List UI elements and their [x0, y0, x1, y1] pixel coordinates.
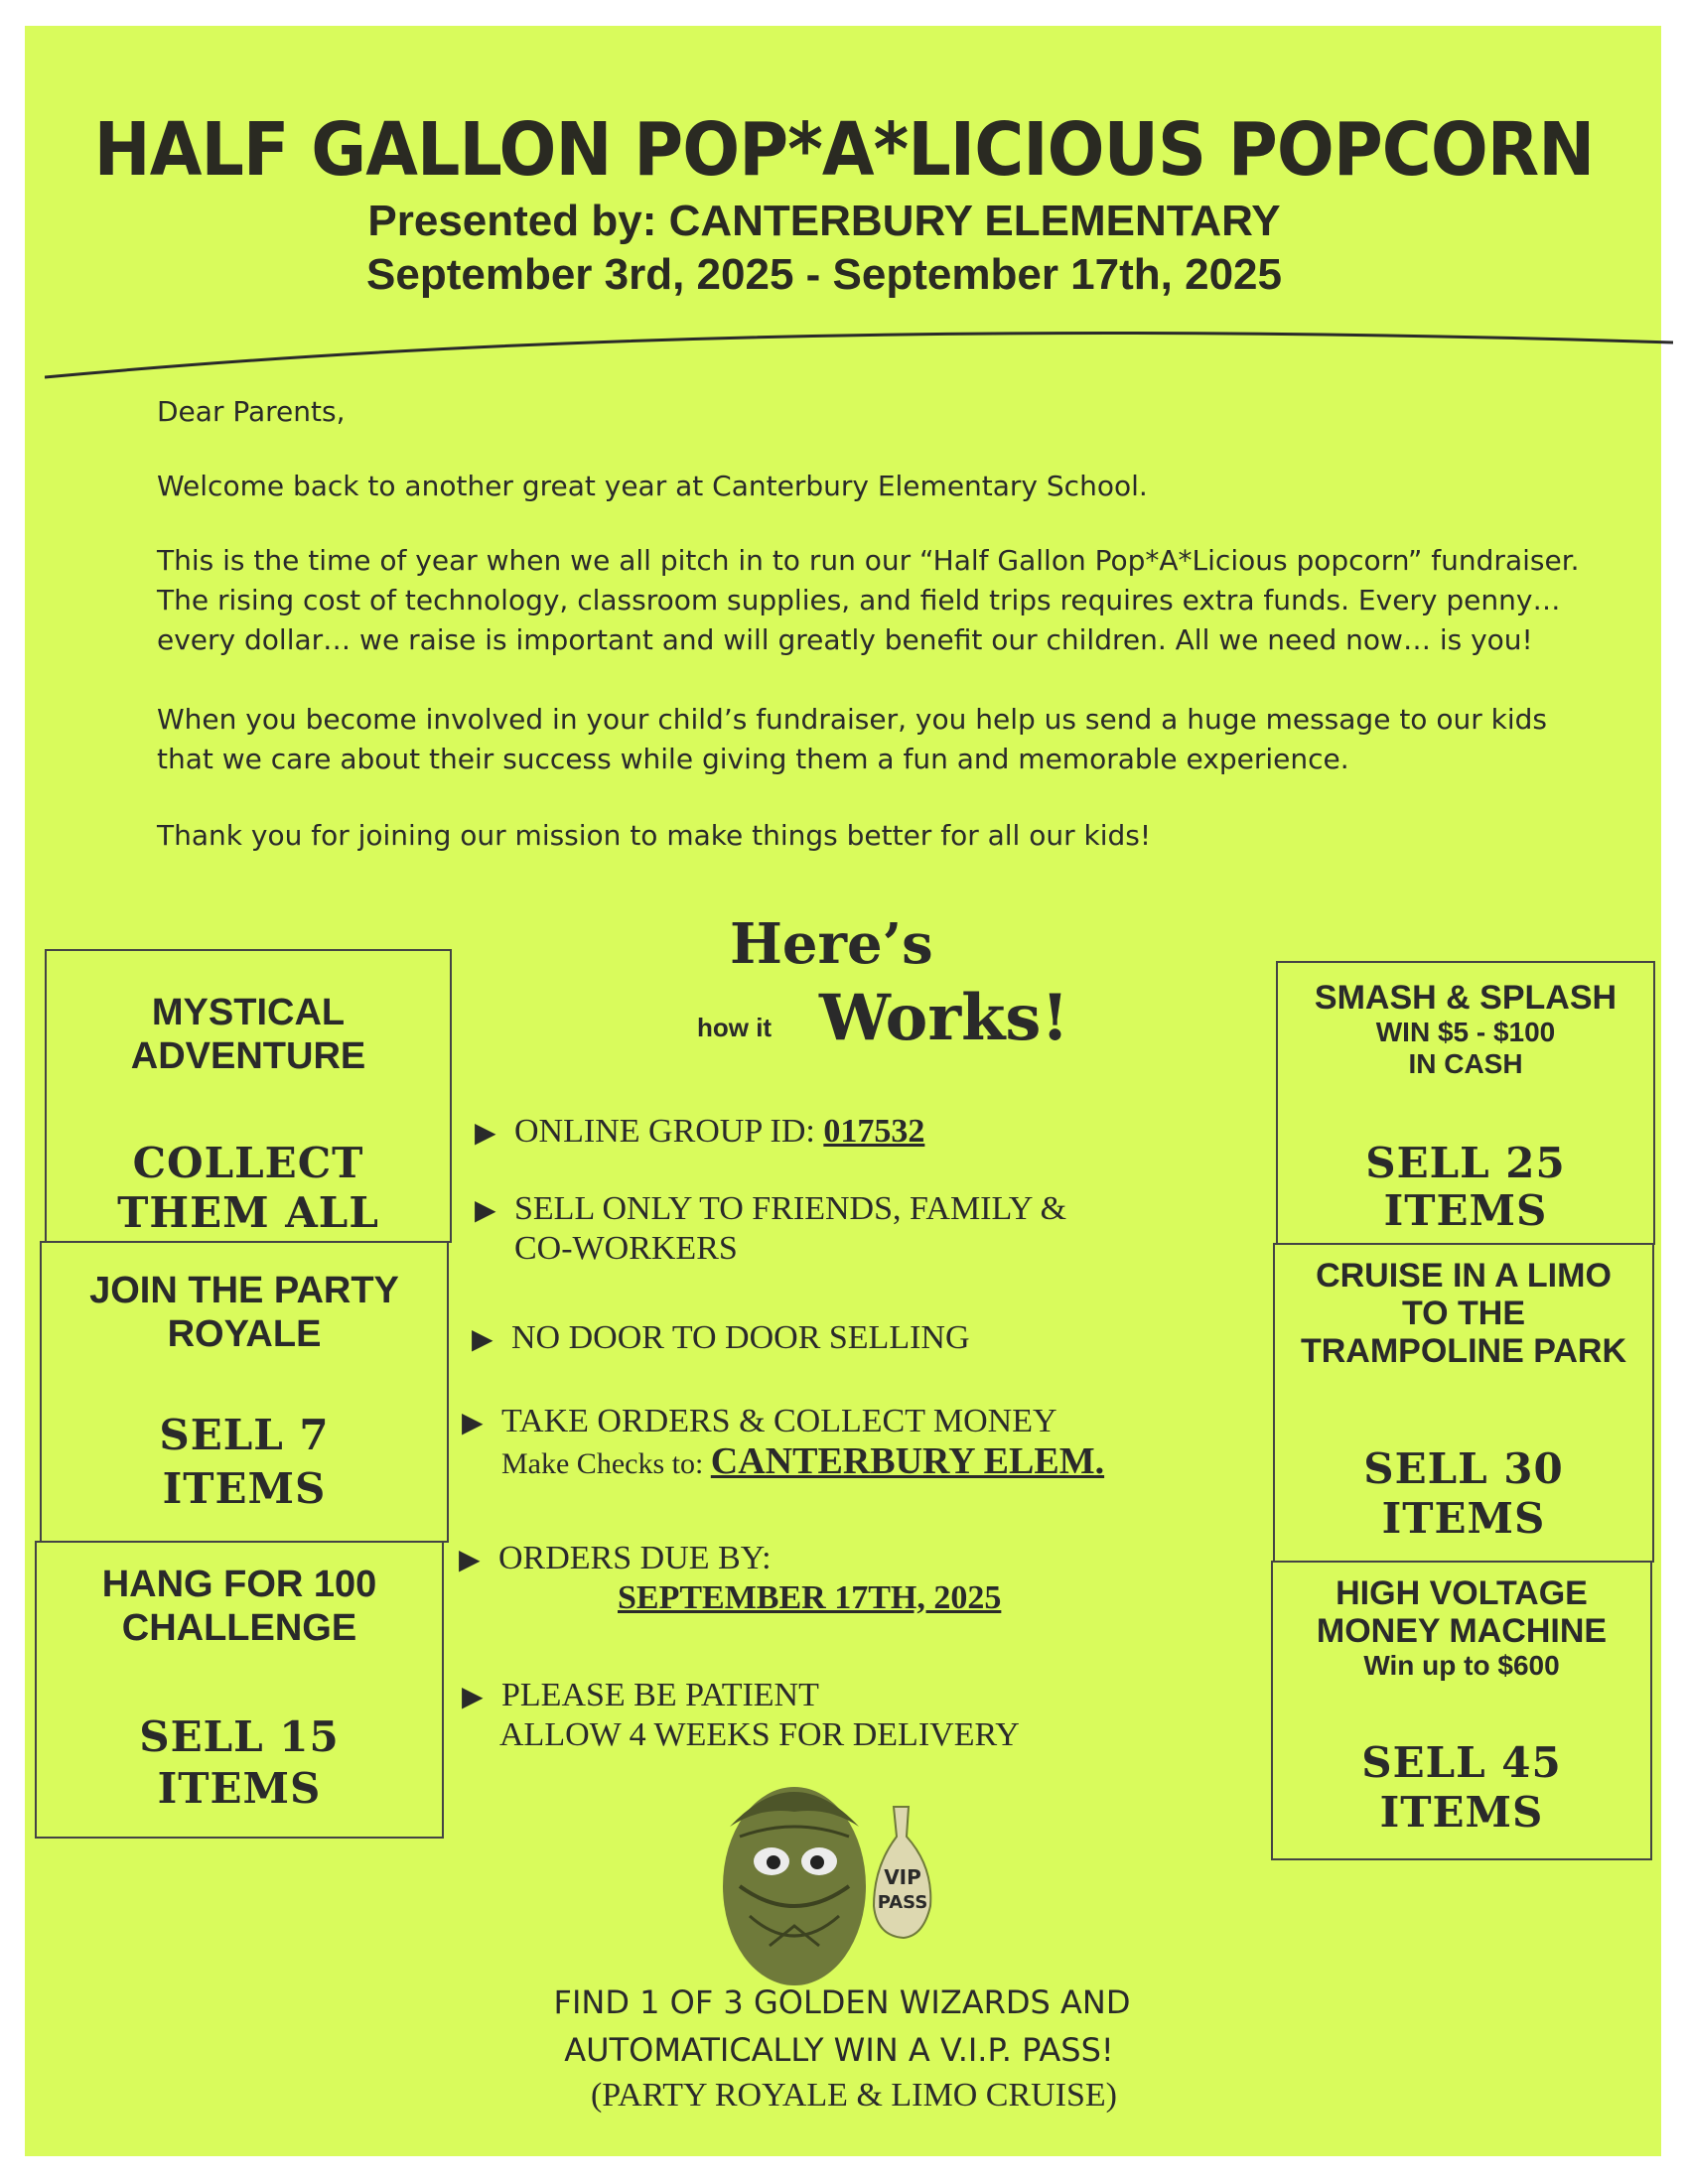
- orders-due-date: SEPTEMBER 17TH, 2025: [618, 1579, 1002, 1616]
- prize-requirement-line-2: ITEMS: [157, 1764, 322, 1813]
- presented-by: Presented by: CANTERBURY ELEMENTARY: [367, 197, 1281, 245]
- vip-pass-text-2: PASS: [877, 1892, 928, 1913]
- triangle-bullet-icon: ▶: [462, 1408, 484, 1438]
- prize-requirement-line-1: SELL 45: [1361, 1738, 1562, 1787]
- letter-paragraph-4: Thank you for joining our mission to make things better for all our kids!: [157, 819, 1152, 852]
- prize-requirement-line-1: SELL 30: [1363, 1444, 1564, 1493]
- prize-box-smash-splash: [1276, 961, 1655, 1245]
- prize-requirement-line-1: SELL 7: [159, 1411, 330, 1459]
- bullet-no-door: ▶ NO DOOR TO DOOR SELLING: [511, 1318, 970, 1358]
- sale-dates: September 3rd, 2025 - September 17th, 2025: [366, 250, 1282, 299]
- triangle-bullet-icon: ▶: [462, 1682, 484, 1712]
- checks-payable-to: CANTERBURY ELEM.: [710, 1440, 1105, 1482]
- prize-box-hang-for-100: [35, 1541, 444, 1839]
- prize-subtitle-1: Win up to $600: [1363, 1650, 1560, 1681]
- prize-requirement-line-1: SELL 25: [1365, 1139, 1566, 1187]
- bullet-group-id: ▶ ONLINE GROUP ID: 017532: [514, 1112, 924, 1152]
- header-divider: [45, 313, 1673, 392]
- prize-title: HANG FOR 100 CHALLENGE: [101, 1564, 377, 1649]
- prize-box-mystical-adventure: [45, 949, 452, 1243]
- prize-title: CRUISE IN A LIMO TO THE TRAMPOLINE PARK: [1300, 1257, 1627, 1370]
- prize-box-party-royale: [40, 1241, 449, 1543]
- triangle-bullet-icon: ▶: [459, 1545, 481, 1575]
- prize-box-limo-cruise: [1273, 1243, 1654, 1563]
- bullet-take-orders: ▶ TAKE ORDERS & COLLECT MONEY Make Checks to: CANTERBURY ELEM.: [462, 1403, 1105, 1482]
- golden-wizard-icon: [710, 1767, 968, 1995]
- triangle-bullet-icon: ▶: [475, 1195, 496, 1226]
- triangle-bullet-icon: ▶: [472, 1324, 493, 1355]
- bullet-patience: ▶ PLEASE BE PATIENT ALLOW 4 WEEKS FOR DELIVERY: [462, 1677, 1020, 1753]
- prize-requirement-line-2: ITEMS: [1381, 1494, 1546, 1543]
- heading-how-it: how it: [697, 1013, 773, 1042]
- heading-heres: Here’s: [730, 911, 933, 977]
- prize-requirement-line-2: ITEMS: [1383, 1186, 1548, 1235]
- letter-paragraph-2: This is the time of year when we all pitch in to run our “Half Gallon Pop*A*Licious popcorn” fundraiser. The rising cost of technology, classroom supplies, and field trips requires extra funds. Every penny… every dollar… we raise is important and will greatly benefit our children. All we need now… is you!: [157, 544, 1580, 656]
- group-id-value: 017532: [823, 1113, 925, 1150]
- prize-requirement-line-2: ITEMS: [162, 1464, 327, 1513]
- prize-requirement-line-1: COLLECT: [132, 1139, 364, 1187]
- footer-line-3: (PARTY ROYALE & LIMO CRUISE): [590, 2077, 1118, 2114]
- bullet-sell-only: ▶ SELL ONLY TO FRIENDS, FAMILY & CO-WORKERS: [475, 1190, 1067, 1267]
- bullet-orders-due: ▶ ORDERS DUE BY: SEPTEMBER 17TH, 2025: [459, 1540, 1002, 1616]
- triangle-bullet-icon: ▶: [475, 1118, 496, 1149]
- prize-subtitle-1: WIN $5 - $100: [1375, 1017, 1556, 1047]
- letter-paragraph-1: Welcome back to another great year at Canterbury Elementary School.: [157, 470, 1148, 502]
- prize-title: SMASH & SPLASH: [1314, 979, 1618, 1017]
- prize-subtitle-2: IN CASH: [1408, 1048, 1523, 1079]
- prize-requirement-line-1: SELL 15: [139, 1712, 340, 1761]
- vip-pass-text-1: VIP: [884, 1865, 921, 1889]
- footer-line-1: FIND 1 OF 3 GOLDEN WIZARDS AND: [553, 1983, 1131, 2021]
- flyer-title: HALF GALLON POP*A*LICIOUS POPCORN: [93, 107, 1595, 193]
- prize-requirement-line-2: ITEMS: [1379, 1788, 1544, 1837]
- prize-title: MYSTICAL ADVENTURE: [130, 992, 366, 1077]
- heading-works: Works!: [819, 981, 1069, 1055]
- prize-title: JOIN THE PARTY ROYALE: [89, 1270, 399, 1355]
- prize-title: HIGH VOLTAGE MONEY MACHINE: [1316, 1574, 1608, 1650]
- letter-paragraph-3: When you become involved in your child’s fundraiser, you help us send a huge message to our kids that we care about their success while giving them a fun and memorable experience.: [157, 703, 1547, 775]
- prize-requirement-line-2: THEM ALL: [117, 1188, 379, 1237]
- letter-greeting: Dear Parents,: [157, 395, 346, 428]
- prize-box-money-machine: [1271, 1561, 1652, 1860]
- footer-line-2: AUTOMATICALLY WIN A V.I.P. PASS!: [564, 2031, 1114, 2069]
